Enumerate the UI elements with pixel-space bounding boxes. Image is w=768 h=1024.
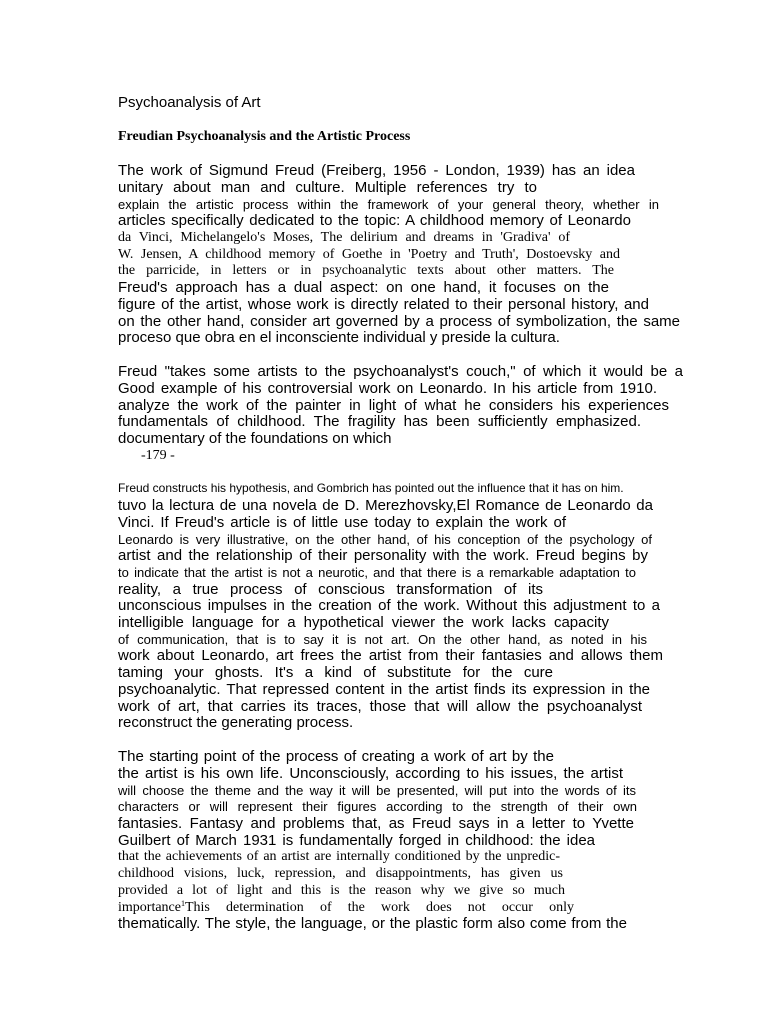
text-line: provided a lot of light and this is the reason why we give so much	[118, 883, 565, 898]
text-line: intelligible language for a hypothetical viewer the work lacks capacity	[118, 614, 609, 631]
text-line: work of art, that carries its traces, those that will allow the psychoanalyst	[118, 698, 642, 715]
text-line: Guilbert of March 1931 is fundamentally forged in childhood: the idea	[118, 832, 595, 849]
text-line: will choose the theme and the way it will be presented, will put into the words of its	[118, 783, 636, 798]
text-line: taming your ghosts. It's a kind of substitute for the cure	[118, 664, 553, 681]
text-line: tuvo la lectura de una novela de D. Merezhovsky,El Romance de Leonardo da	[118, 497, 653, 514]
footnote-reference: 1	[180, 899, 185, 908]
text-line: reality, a true process of conscious transformation of its	[118, 581, 543, 598]
text-line: on the other hand, consider art governed by a process of symbolization, the same	[118, 313, 680, 330]
text-line: The work of Sigmund Freud (Freiberg, 1956 - London, 1939) has an idea	[118, 162, 635, 179]
text-line: the parricide, in letters or in psychoanalytic texts about other matters. The	[118, 263, 614, 278]
text-line: analyze the work of the painter in light of what he considers his experiences	[118, 397, 669, 414]
text-line	[118, 899, 574, 916]
text-line: Good example of his controversial work on Leonardo. In his article from 1910.	[118, 380, 657, 397]
text-line: artist and the relationship of their personality with the work. Freud begins by	[118, 547, 648, 564]
text-segment: This determination of the work does not occur only	[184, 900, 574, 915]
text-line: reconstruct the generating process.	[118, 714, 354, 731]
text-line: figure of the artist, whose work is directly related to their personal history, and	[118, 296, 649, 313]
text-line: unitary about man and culture. Multiple references try to	[118, 179, 537, 196]
text-line: psychoanalytic. That repressed content in the artist finds its expression in the	[118, 681, 650, 698]
text-line: proceso que obra en el inconsciente individual y preside la cultura.	[118, 329, 560, 346]
text-line: The starting point of the process of creating a work of art by the	[118, 748, 554, 765]
section-heading: Freudian Psychoanalysis and the Artistic Process	[118, 129, 411, 144]
text-line: childhood visions, luck, repression, and disappointments, has given us	[118, 866, 563, 881]
text-line: the artist is his own life. Unconsciously, according to his issues, the artist	[118, 765, 623, 782]
text-line: fantasies. Fantasy and problems that, as Freud says in a letter to Yvette	[118, 815, 634, 832]
page-number: -179 -	[141, 448, 175, 463]
text-line: characters or will represent their figures according to the strength of their own	[118, 799, 637, 814]
text-line: documentary of the foundations on which	[118, 430, 392, 447]
text-line: Freud's approach has a dual aspect: on one hand, it focuses on the	[118, 279, 609, 296]
text-line: to indicate that the artist is not a neurotic, and that there is a remarkable adaptation to	[118, 565, 636, 580]
text-line: fundamentals of childhood. The fragility has been sufficiently emphasized.	[118, 413, 641, 430]
text-line: explain the artistic process within the framework of your general theory, whether in	[118, 197, 659, 212]
text-line: Freud "takes some artists to the psychoanalyst's couch," of which it would be a	[118, 363, 683, 380]
text-line: thematically. The style, the language, or the plastic form also come from the	[118, 915, 627, 932]
document-title: Psychoanalysis of Art	[118, 94, 261, 111]
text-line: Freud constructs his hypothesis, and Gombrich has pointed out the influence that it has on him.	[118, 481, 624, 495]
text-line: W. Jensen, A childhood memory of Goethe in 'Poetry and Truth', Dostoevsky and	[118, 247, 620, 262]
text-line: Leonardo is very illustrative, on the other hand, of his conception of the psychology of	[118, 532, 652, 547]
text-line: Vinci. If Freud's article is of little use today to explain the work of	[118, 514, 566, 531]
text-line: unconscious impulses in the creation of the work. Without this adjustment to a	[118, 597, 660, 614]
text-line: articles specifically dedicated to the topic: A childhood memory of Leonardo	[118, 212, 631, 229]
text-line: work about Leonardo, art frees the artist from their fantasies and allows them	[118, 647, 663, 664]
text-line: of communication, that is to say it is not art. On the other hand, as noted in his	[118, 632, 647, 647]
text-line: da Vinci, Michelangelo's Moses, The delirium and dreams in 'Gradiva' of	[118, 230, 570, 245]
text-segment	[118, 899, 185, 916]
text-segment: importance	[118, 900, 181, 915]
text-line: that the achievements of an artist are internally conditioned by the unpredic-	[118, 849, 560, 864]
